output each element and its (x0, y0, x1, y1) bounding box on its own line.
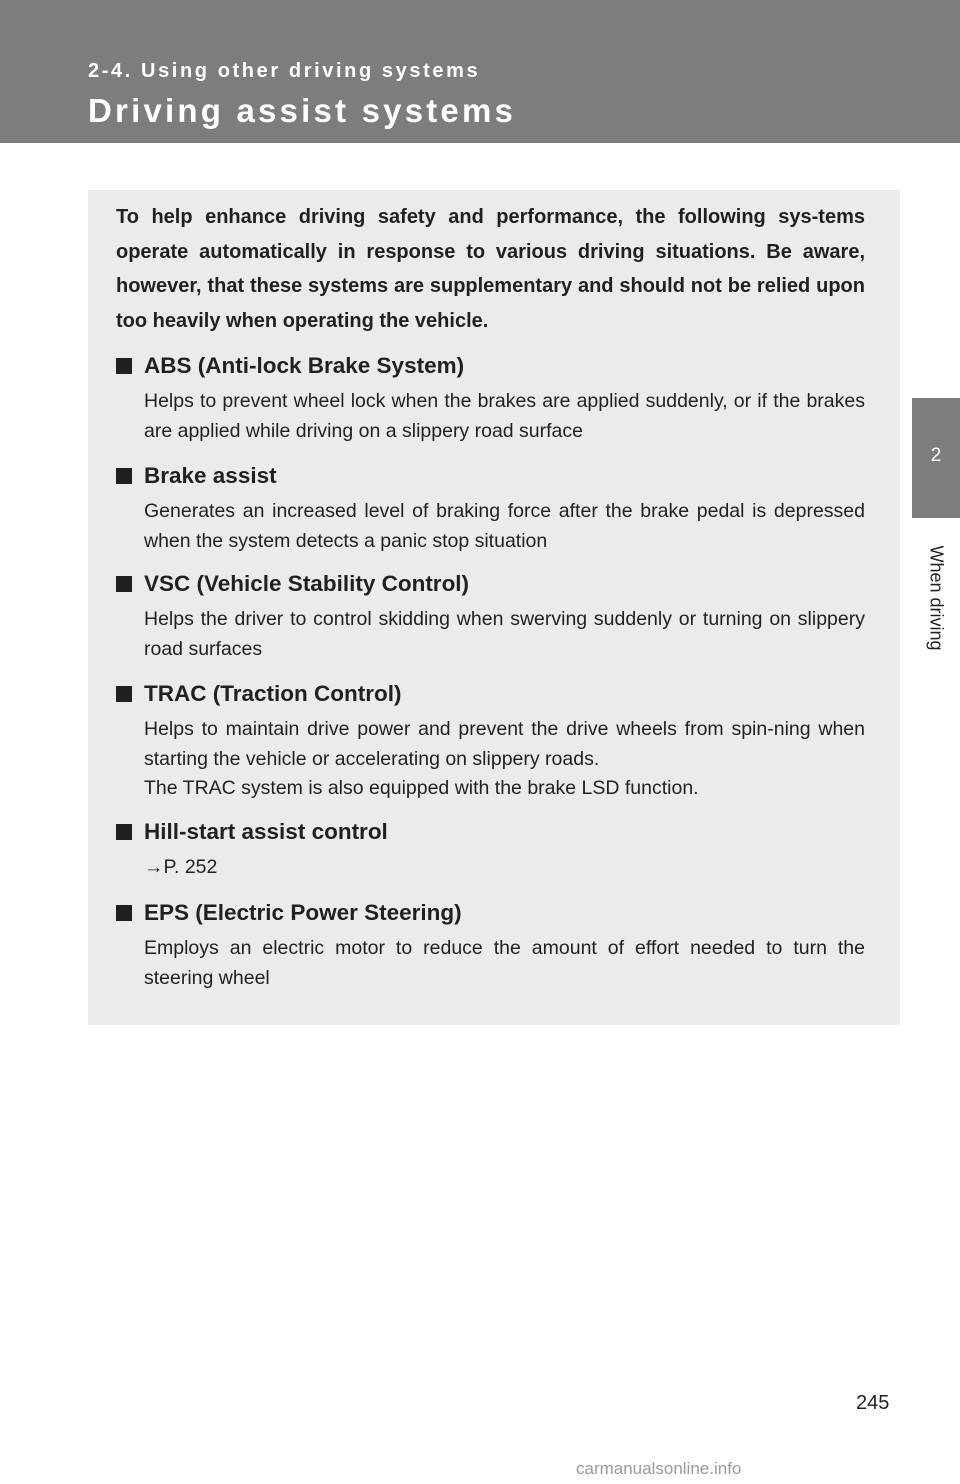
square-bullet-icon (116, 824, 132, 840)
square-bullet-icon (116, 576, 132, 592)
item-hill-start (116, 818, 868, 883)
square-bullet-icon (116, 905, 132, 921)
item-heading (116, 570, 868, 598)
item-brake-assist (116, 462, 868, 556)
page-reference-link[interactable]: →P. 252 (144, 856, 218, 878)
item-heading (116, 899, 868, 927)
item-vsc (116, 570, 868, 664)
item-description: Employs an electric motor to reduce the amount of effort needed to turn the steering wheel (144, 937, 865, 989)
page-number: 245 (856, 1392, 890, 1414)
item-description: Generates an increased level of braking force after the brake pedal is depressed when the system detects a panic stop situation (144, 500, 865, 552)
header-band (0, 0, 960, 143)
item-description-line: Helps to maintain drive power and prevent the drive wheels from spin-ning when starting the vehicle or accelerating on slippery roads. (144, 718, 865, 770)
item-heading-text: Brake assist (144, 463, 277, 488)
chapter-tab (912, 398, 960, 518)
item-heading (116, 462, 868, 490)
page-title: Driving assist systems (88, 92, 517, 129)
item-trac (116, 680, 868, 804)
item-heading-text: VSC (Vehicle Stability Control) (144, 571, 470, 596)
chapter-number: 2 (930, 445, 942, 466)
item-eps (116, 899, 868, 993)
item-description (144, 715, 865, 804)
item-heading (116, 352, 868, 380)
item-abs (116, 352, 868, 446)
item-heading (116, 818, 868, 846)
item-description: Helps the driver to control skidding when swerving suddenly or turning on slippery road surfaces (144, 608, 865, 660)
item-heading-text: Hill-start assist control (144, 819, 388, 844)
watermark: carmanualsonline.info (576, 1459, 742, 1478)
square-bullet-icon (116, 686, 132, 702)
item-description: Helps to prevent wheel lock when the brakes are applied suddenly, or if the brakes are applied while driving on a slippery road surface (144, 390, 865, 442)
square-bullet-icon (116, 358, 132, 374)
intro-paragraph: To help enhance driving safety and performance, the following sys-tems operate automatically in response to various driving situations. Be aware, however, that these systems are supplementary and should not be relied upon too heavily when operating the vehicle. (116, 206, 865, 332)
item-description-line: The TRAC system is also equipped with the brake LSD function. (144, 777, 699, 799)
item-heading (116, 680, 868, 708)
item-heading-text: TRAC (Traction Control) (144, 681, 402, 706)
chapter-label: When driving (926, 545, 947, 651)
item-heading-text: EPS (Electric Power Steering) (144, 900, 462, 925)
content-panel (88, 190, 900, 1025)
square-bullet-icon (116, 468, 132, 484)
item-heading-text: ABS (Anti-lock Brake System) (144, 353, 465, 378)
section-label: 2-4. Using other driving systems (88, 60, 481, 82)
